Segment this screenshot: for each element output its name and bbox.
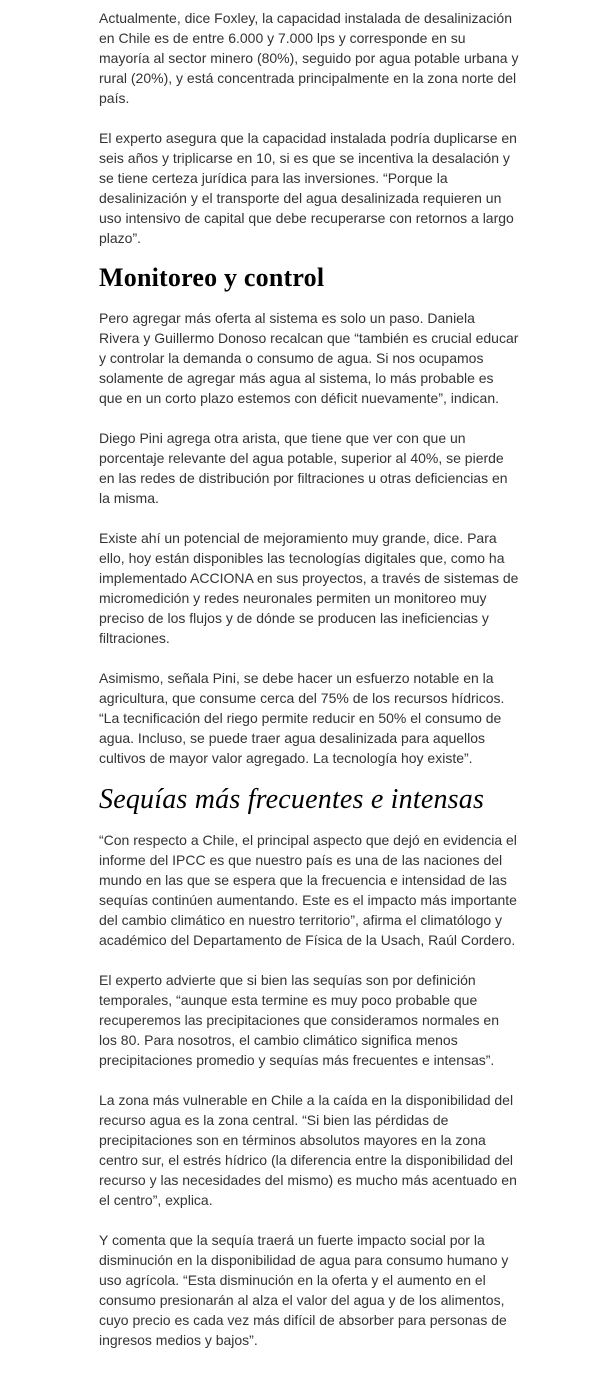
paragraph-educar-demanda: Pero agregar más oferta al sistema es solo un paso. Daniela Rivera y Guillermo Donoso recalcan que “también es crucial educar y controlar la demanda o consumo de agua. Si nos ocupamos solamente de agregar más agua al sistema, lo más probable es que en un corto plazo estemos con déficit nuevamente”, indican. [99, 310, 519, 406]
heading-monitoreo-control: Monitoreo y control [99, 263, 325, 292]
paragraph-perdidas-distribucion: Diego Pini agrega otra arista, que tiene que ver con que un porcentaje relevante del agua potable, superior al 40%, se pierde en las redes de distribución por filtraciones u otras deficiencias en la misma. [99, 430, 508, 506]
article-body [99, 8, 519, 1370]
paragraph-impacto-social: Y comenta que la sequía traerá un fuerte impacto social por la disminución en la disponibilidad de agua para consumo humano y uso agrícola. “Esta disminución en la oferta y el aumento en el consumo presionarán al alza el valor del agua y de los alimentos, cuyo precio es cada vez más difícil de absorber para personas de ingresos medios y bajos”. [99, 1232, 509, 1348]
paragraph-tecnologias-digitales: Existe ahí un potencial de mejoramiento muy grande, dice. Para ello, hoy están disponibles las tecnologías digitales que, como ha implementado ACCIONA en sus proyectos, a través de sistemas de micromedición y redes neuronales permiten un monitoreo muy preciso de los flujos y de dónde se producen las ineficiencias y filtraciones. [99, 530, 519, 646]
paragraph-zona-vulnerable: La zona más vulnerable en Chile a la caída en la disponibilidad del recurso agua es la zona central. “Si bien las pérdidas de precipitaciones son en términos absolutos mayores en la zona centro sur, el estrés hídrico (la diferencia entre la disponibilidad del recurso y las necesidades del mismo) es mucho más acentuado en el centro”, explica. [99, 1092, 517, 1208]
paragraph-duplicar-capacidad: El experto asegura que la capacidad instalada podría duplicarse en seis años y triplicarse en 10, si es que se incentiva la desalación y se tiene certeza jurídica para las inversiones. “Porque la desalinización y el transporte del agua desalinizada requieren un uso intensivo de capital que debe recuperarse con retornos a largo plazo”. [99, 130, 517, 246]
paragraph-capacidad-instalada: Actualmente, dice Foxley, la capacidad instalada de desalinización en Chile es de entre 6.000 y 7.000 lps y corresponde en su mayoría al sector minero (80%), seguido por agua potable urbana y rural (20%), y está concentrada principalmente en la zona norte del país. [99, 10, 519, 106]
heading-sequias: Sequías más frecuentes e intensas [99, 784, 485, 815]
paragraph-agricultura: Asimismo, señala Pini, se debe hacer un esfuerzo notable en la agricultura, que consume cerca del 75% de los recursos hídricos. “La tecnificación del riego permite reducir en 50% el consumo de agua. Incluso, se puede traer agua desalinizada para aquellos cultivos de mayor valor agregado. La tecnología hoy existe”. [99, 670, 505, 766]
paragraph-informe-ipcc: “Con respecto a Chile, el principal aspecto que dejó en evidencia el informe del IPCC es que nuestro país es una de las naciones del mundo en las que se espera que la frecuencia e intensidad de las sequías continúen aumentando. Este es el impacto más importante del cambio climático en nuestro territorio”, afirma el climatólogo y académico del Departamento de Física de la Usach, Raúl Cordero. [99, 832, 517, 948]
paragraph-sequias-temporales: El experto advierte que si bien las sequías son por definición temporales, “aunque esta termine es muy poco probable que recuperemos las precipitaciones que consideramos normales en los 80. Para nosotros, el cambio climático significa menos precipitaciones promedio y sequías más frecuentes e intensas”. [99, 972, 499, 1068]
